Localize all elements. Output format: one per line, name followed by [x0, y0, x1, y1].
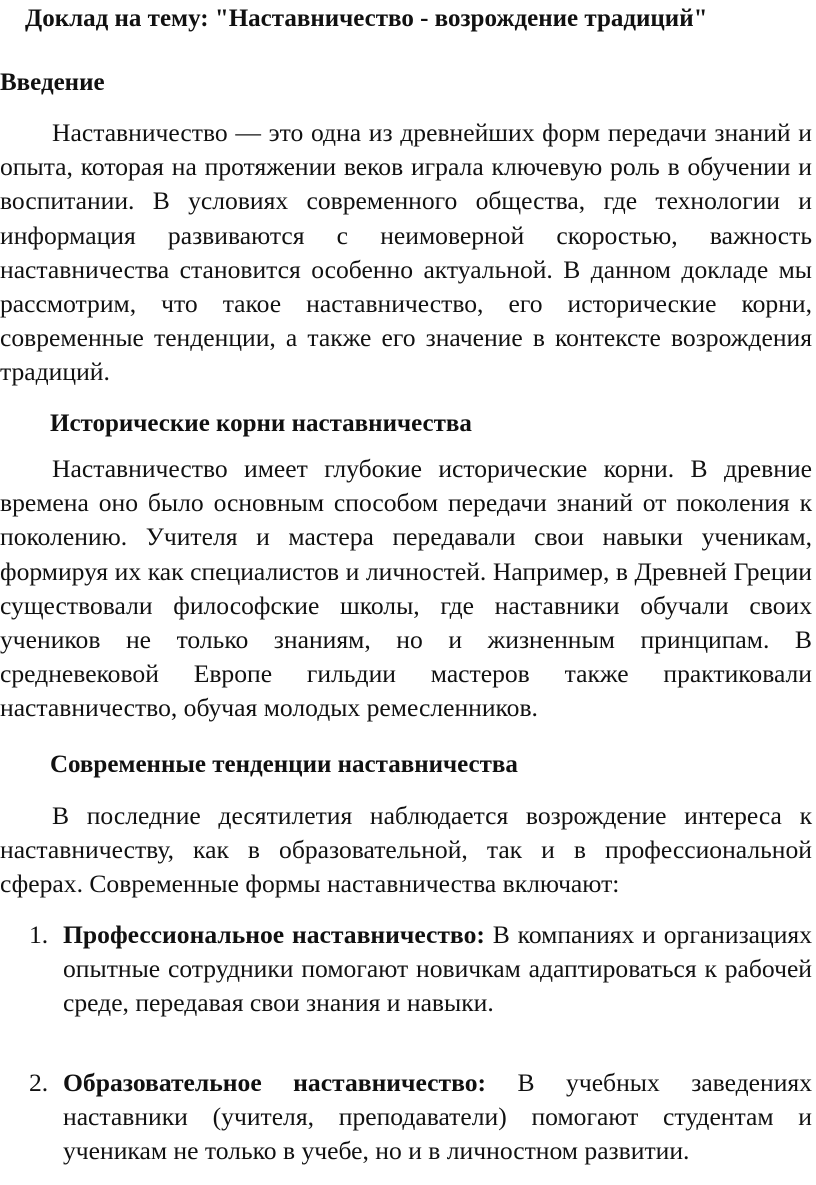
list-item-term: Образовательное наставничество:: [63, 1068, 487, 1097]
section-heading-intro: Введение: [0, 69, 105, 96]
list-item-number: 2.: [29, 1068, 49, 1097]
list-item-body: [63, 918, 812, 1021]
document-title: Доклад на тему: "Наставничество - возрождение традиций": [25, 5, 708, 32]
modern-paragraph: В последние десятилетия наблюдается возрождение интереса к наставничеству, как в образовательной, так и в профессиональной сферах. Современные формы наставничества включают:: [0, 801, 812, 899]
list-item-text: В учебных заведениях наставники (учителя, преподаватели) помогают студентам и ученикам не только в учебе, но и в личностном развитии.: [63, 1068, 812, 1166]
list-item-body: [63, 1066, 812, 1169]
history-paragraph: Наставничество имеет глубокие исторические корни. В древние времена оно было основным способом передачи знаний от поколения к поколению. Учителя и мастера передавали свои навыки ученикам, формируя их как специалистов и личностей. Например, в Древней Греции существовали философские школы, где наставники обучали своих учеников не только знаниям, но и жизненным принципам. В средневековой Европе гильдии мастеров также практиковали наставничество, обучая молодых ремесленников.: [0, 454, 812, 723]
section-heading-modern: Современные тенденции наставничества: [50, 751, 518, 778]
section-heading-history: Исторические корни наставничества: [50, 410, 472, 437]
list-item-number: 1.: [29, 920, 49, 949]
list-item-term: Профессиональное наставничество:: [63, 920, 485, 949]
list-item-text: В компаниях и организациях опытные сотрудники помогают новичкам адаптироваться к рабочей среде, передавая свои знания и навыки.: [63, 920, 813, 1018]
intro-paragraph: Наставничество — это одна из древнейших форм передачи знаний и опыта, которая на протяжении веков играла ключевую роль в обучении и воспитании. В условиях современного общества, где технологии и информация развиваются с неимоверной скоростью, важность наставничества становится особенно актуальной. В данном докладе мы рассмотрим, что такое наставничество, его исторические корни, современные тенденции, а также его значение в контексте возрождения традиций.: [0, 118, 812, 387]
